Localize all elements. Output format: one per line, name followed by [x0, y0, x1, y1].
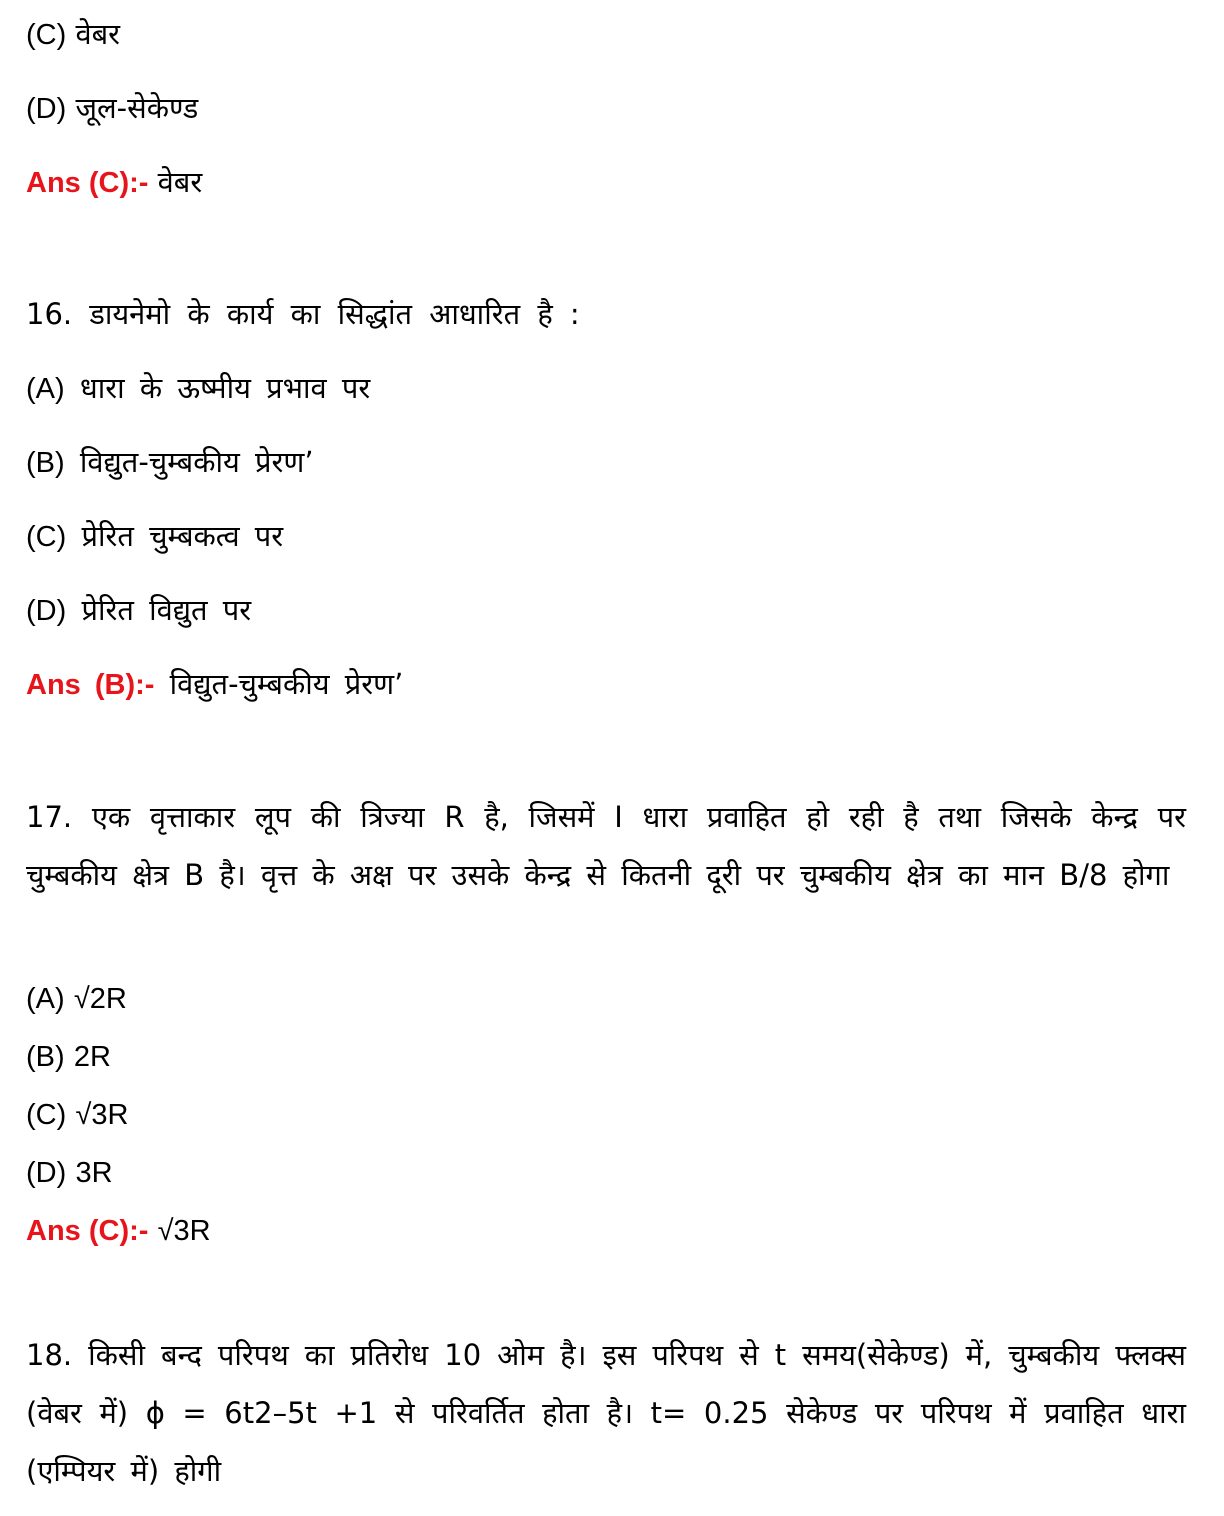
q16-question: 16. डायनेमो के कार्य का सिद्धांत आधारित है :: [26, 297, 580, 331]
q16-option-c: [26, 518, 283, 555]
option-text: जूल-सेकेण्ड: [75, 91, 199, 125]
option-label: (B): [26, 1041, 65, 1073]
option-text: 2R: [73, 1041, 111, 1073]
option-text: √2R: [73, 983, 127, 1015]
answer-text: विद्युत-चुम्बकीय प्रेरण’: [169, 667, 404, 701]
answer-label: Ans (C):-: [26, 1215, 149, 1247]
q15-answer: [26, 164, 202, 201]
option-text: √3R: [75, 1099, 129, 1131]
option-text: वेबर: [75, 17, 121, 51]
option-text: प्रेरित चुम्बकत्व पर: [81, 519, 284, 553]
option-label: (B): [26, 447, 65, 479]
option-label: (C): [26, 19, 67, 51]
answer-label: Ans (B):-: [26, 669, 155, 701]
q17-option-a: [26, 980, 127, 1017]
answer-text: वेबर: [157, 165, 203, 199]
option-text: प्रेरित विद्युत पर: [81, 593, 252, 627]
option-label: (C): [26, 521, 67, 553]
option-label: (A): [26, 373, 65, 405]
q17-question: 17. एक वृत्ताकार लूप की त्रिज्या R है, जिसमें I धारा प्रवाहित हो रही है तथा जिसके केन्द्र पर चुम्बकीय क्षेत्र B है। वृत्त के अक्ष पर उसके केन्द्र से कितनी दूरी पर चुम्बकीय क्षेत्र का मान B/8 होगा: [26, 800, 1186, 892]
option-label: (D): [26, 595, 67, 627]
option-text: 3R: [75, 1157, 113, 1189]
q16-option-a: [26, 370, 370, 407]
q17-option-c: [26, 1096, 128, 1133]
q18-question: 18. किसी बन्द परिपथ का प्रतिरोध 10 ओम है। इस परिपथ से t समय(सेकेण्ड) में, चुम्बकीय फ्लक्स (वेबर में) ϕ = 6t2–5t +1 से परिवर्तित होता है। t= 0.25 सेकेण्ड पर परिपथ में प्रवाहित धारा (एम्पियर में) होगी: [26, 1338, 1186, 1488]
answer-label: Ans (C):-: [26, 167, 149, 199]
answer-text: √3R: [157, 1215, 211, 1247]
option-label: (D): [26, 1157, 67, 1189]
q16-option-b: [26, 444, 314, 481]
q16-option-d: [26, 592, 251, 629]
option-label: (D): [26, 93, 67, 125]
option-text: धारा के ऊष्मीय प्रभाव पर: [79, 371, 371, 405]
q17-option-d: [26, 1154, 113, 1191]
option-label: (A): [26, 983, 65, 1015]
option-label: (C): [26, 1099, 67, 1131]
q17-answer: [26, 1212, 211, 1249]
q15-option-d: [26, 90, 198, 127]
option-text: विद्युत-चुम्बकीय प्रेरण’: [79, 445, 314, 479]
q16-answer: [26, 666, 403, 703]
q17-option-b: [26, 1038, 111, 1075]
q15-option-c: [26, 16, 120, 53]
